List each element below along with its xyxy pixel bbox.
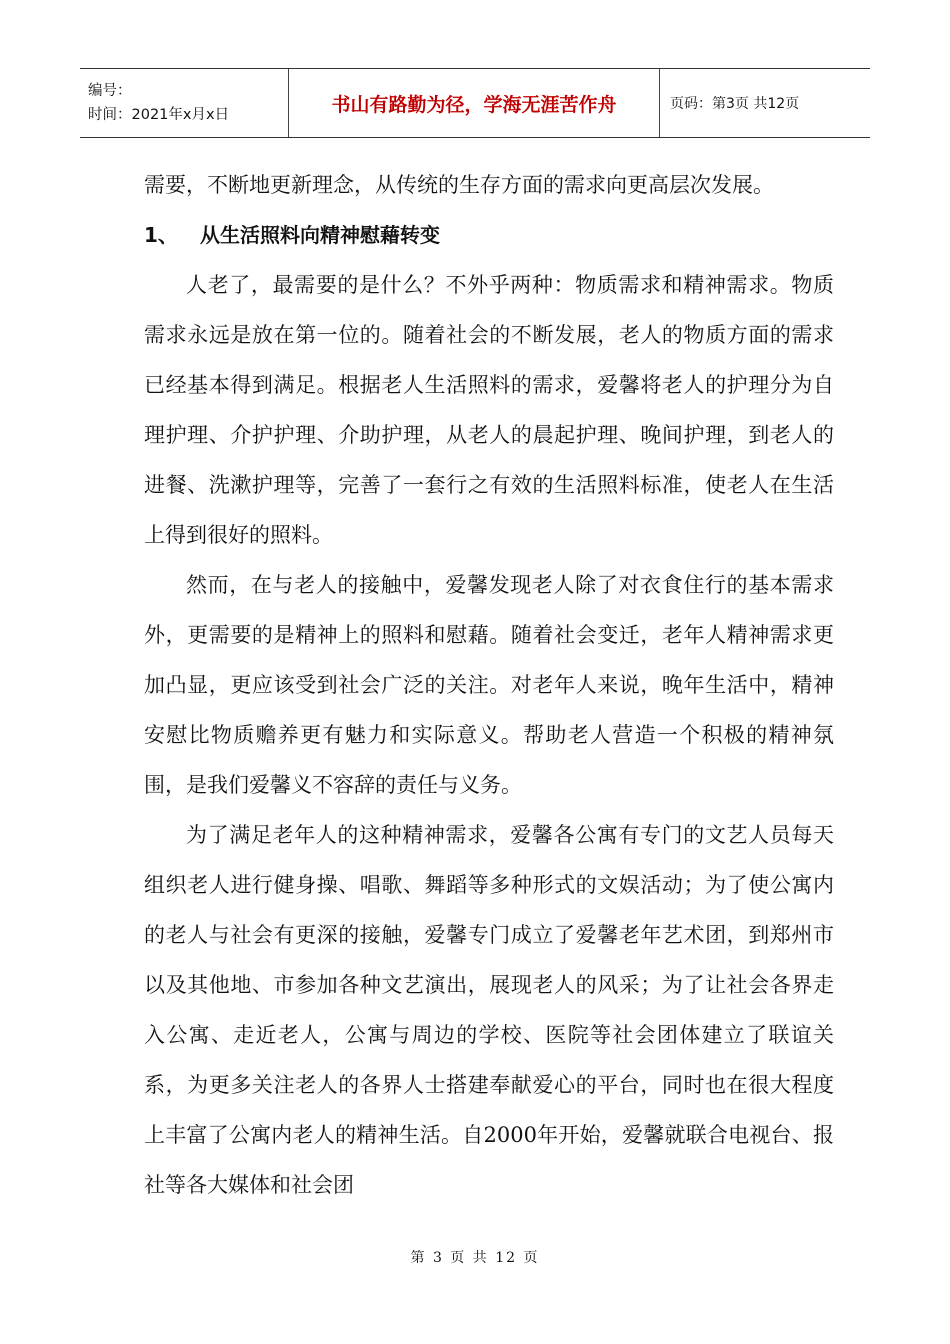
date-label: 时间：2021年x月x日: [88, 107, 230, 123]
document-body: [144, 160, 834, 1210]
header-motto-cell: [289, 69, 660, 137]
page-footer: 第 3 页 共 12 页: [410, 1250, 540, 1266]
paragraph: 人老了，最需要的是什么？不外乎两种：物质需求和精神需求。物质需求永远是放在第一位的。随着社会的不断发展，老人的物质方面的需求已经基本得到满足。根据老人生活照料的需求，爱馨将老人的护理分为自理护理、介护护理、介助护理，从老人的晨起护理、晚间护理，到老人的进餐、洗漱护理等，完善了一套行之有效的生活照料标准，使老人在生活上得到很好的照料。: [144, 273, 834, 547]
serial-number-label: 编号：: [88, 83, 132, 99]
continuation-line: 需要，不断地更新理念，从传统的生存方面的需求向更高层次发展。: [144, 173, 774, 197]
page-info: 页码：第3页 共12页: [670, 96, 800, 112]
section-title: 从生活照料向精神慰藉转变: [200, 223, 440, 247]
paragraph: 然而，在与老人的接触中，爱馨发现老人除了对衣食住行的基本需求外，更需要的是精神上的照料和慰藉。随着社会变迁，老年人精神需求更加凸显，更应该受到社会广泛的关注。对老年人来说，晚年生活中，精神安慰比物质赡养更有魅力和实际意义。帮助老人营造一个积极的精神氛围，是我们爱馨义不容辞的责任与义务。: [144, 573, 834, 797]
paragraph: 为了满足老年人的这种精神需求，爱馨各公寓有专门的文艺人员每天组织老人进行健身操、唱歌、舞蹈等多种形式的文娱活动；为了使公寓内的老人与社会有更深的接触，爱馨专门成立了爱馨老年艺术团，到郑州市以及其他地、市参加各种文艺演出，展现老人的风采；为了让社会各界走入公寓、走近老人，公寓与周边的学校、医院等社会团体建立了联谊关系，为更多关注老人的各界人士搭建奉献爱心的平台，同时也在很大程度上丰富了公寓内老人的精神生活。自2000年开始，爱馨就联合电视台、报社等各大媒体和社会团: [144, 823, 834, 1197]
motto-text: 书山有路勤为径，学海无涯苦作舟: [331, 93, 617, 116]
document-header: [80, 68, 870, 138]
section-heading: [144, 210, 834, 260]
section-number: 1、: [144, 223, 178, 247]
header-page-cell: [660, 69, 870, 137]
header-meta-cell: [80, 69, 289, 137]
